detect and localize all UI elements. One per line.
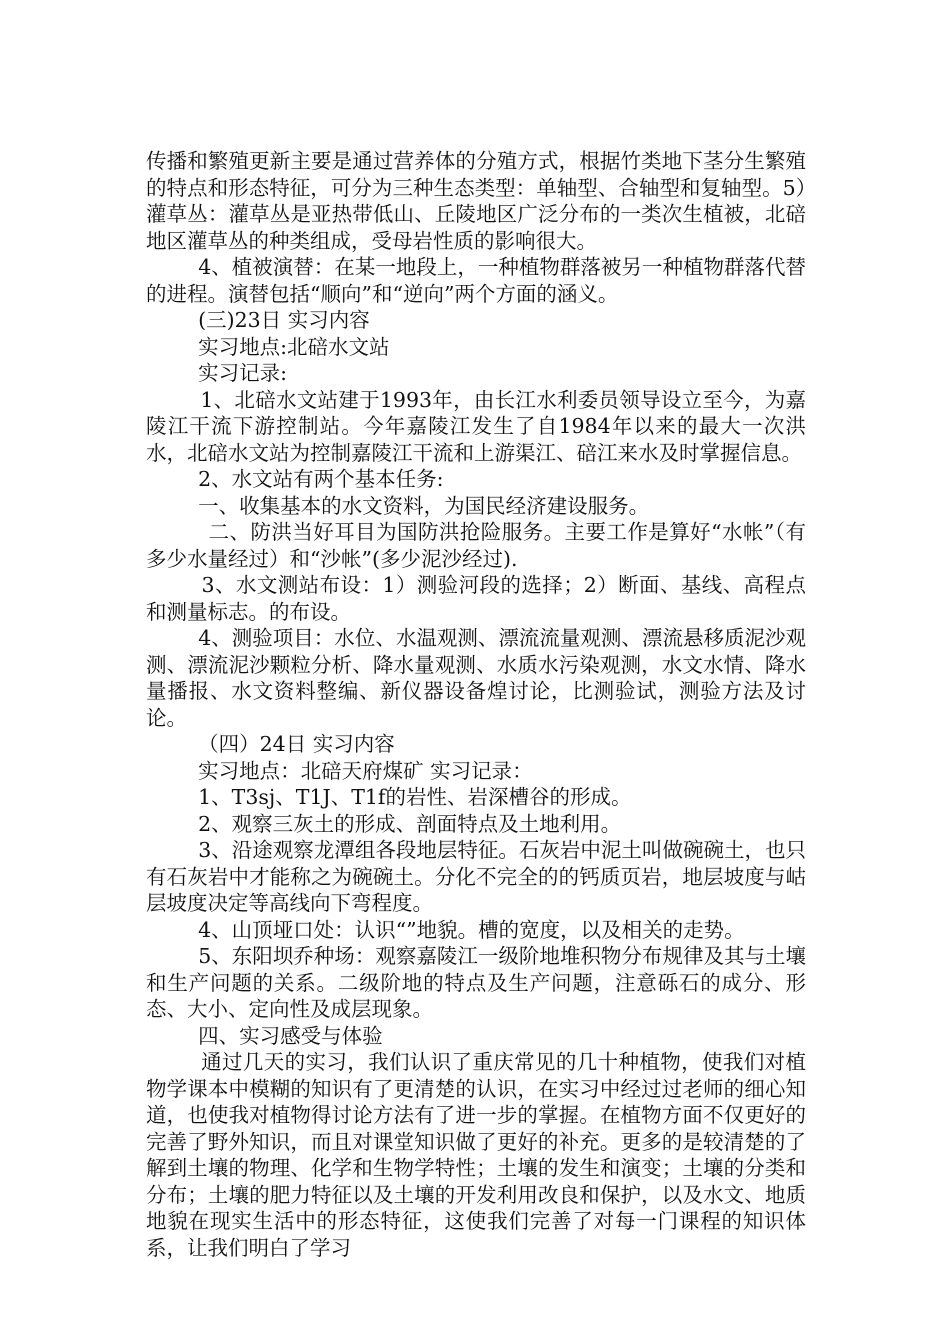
- paragraph-rock-properties: 1、T3sj、T1J、T1f的岩性、岩深槽谷的形成。: [146, 785, 632, 809]
- section-heading-reflections: 四、实习感受与体验: [146, 1023, 383, 1048]
- paragraph-terrace-observation: 5、东阳坝乔种场：观察嘉陵江一级阶地堆积物分布规律及其与土壤和生产问题的关系。二级阶地的特点及生产问题，注意砾石的成分、形态、大小、定向性及成层现象。: [146, 944, 806, 1021]
- paragraph-location-coal-mine: 实习地点：北碚天府煤矿 实习记录：: [146, 758, 533, 783]
- paragraph-measurement-items: 4、测验项目：水位、水温观测、漂流流量观测、漂流悬移质泥沙观测、漂流泥沙颗粒分析、降水量观测、水质水污染观测，水文水情、降水量播报、水文资料整编、新仪器设备煌讨论，比测验试，测验方法及讨论。: [146, 626, 806, 730]
- paragraph-station-history: 1、北碚水文站建于1993年，由长江水利委员领导设立至今，为嘉陵江干流下游控制站。今年嘉陵江发生了自1984年以来的最大一次洪水，北碚水文站为控制嘉陵江干流和上游渠江、碚江来水及时掌握信息。: [146, 387, 806, 465]
- paragraph-mountain-pass: 4、山顶垭口处：认识“”地貌。槽的宽度，以及相关的走势。: [146, 917, 745, 942]
- paragraph-record-label: 实习记录:: [146, 361, 288, 385]
- paragraph-task-one: 一、收集基本的水文资料，为国民经济建设服务。: [146, 493, 650, 518]
- paragraph-vegetation-succession: 4、植被演替：在某一地段上，一种植物群落被另一种植物群落代替的进程。演替包括“顺向”和“逆向”两个方面的涵义。: [146, 255, 806, 306]
- document-body: [146, 148, 806, 1261]
- section-heading-day-24: （四）24日 实习内容: [146, 732, 395, 756]
- paragraph-soil-observation: 2、观察三灰土的形成、剖面特点及土地利用。: [146, 811, 622, 836]
- paragraph-stratum-features: 3、沿途观察龙潭组各段地层特征。石灰岩中泥土叫做碗碗土，也只有石灰岩中才能称之为碗碗土。分化不完全的的钙质页岩，地层坡度与岵层坡度决定等高线向下弯程度。: [146, 838, 806, 915]
- paragraph-station-layout: 3、水文测站布设：1）测验河段的选择；2）断面、基线、高程点和测量标志。的布设。: [146, 573, 806, 624]
- paragraph-reflections: 通过几天的实习，我们认识了重庆常见的几十种植物，使我们对植物学课本中模糊的知识有了更清楚的认识，在实习中经过过老师的细心知道，也使我对植物得讨论方法有了进一步的掌握。在植物方面不仅更好的完善了野外知识，而且对课堂知识做了更好的补充。更多的是较清楚的了解到土壤的物理、化学和生物学特性；土壤的发生和演变；土壤的分类和分布；土壤的肥力特征以及土壤的开发利用改良和保护，以及水文、地质地貌在现实生活中的形态特征，这使我们完善了对每一门课程的知识体系，让我们明白了学习: [146, 1050, 806, 1260]
- section-heading-day-23: (三)23日 实习内容: [146, 308, 370, 332]
- paragraph-station-tasks: 2、水文站有两个基本任务:: [146, 467, 444, 491]
- paragraph-task-two: 二、防洪当好耳目为国防洪抢险服务。主要工作是算好“水帐”（有多少水量经过）和“沙帐”(多少泥沙经过).: [146, 520, 806, 571]
- paragraph-location-hydrology-station: 实习地点:北碚水文站: [146, 334, 390, 359]
- paragraph-bamboo-and-shrub: 传播和繁殖更新主要是通过营养体的分殖方式，根据竹类地下茎分生繁殖的特点和形态特征，可分为三种生态类型：单轴型、合轴型和复轴型。5）灌草丛：灌草丛是亚热带低山、丘陵地区广泛分布的一类次生植被，北碚地区灌草丛的种类组成，受母岩性质的影响很大。: [146, 149, 806, 253]
